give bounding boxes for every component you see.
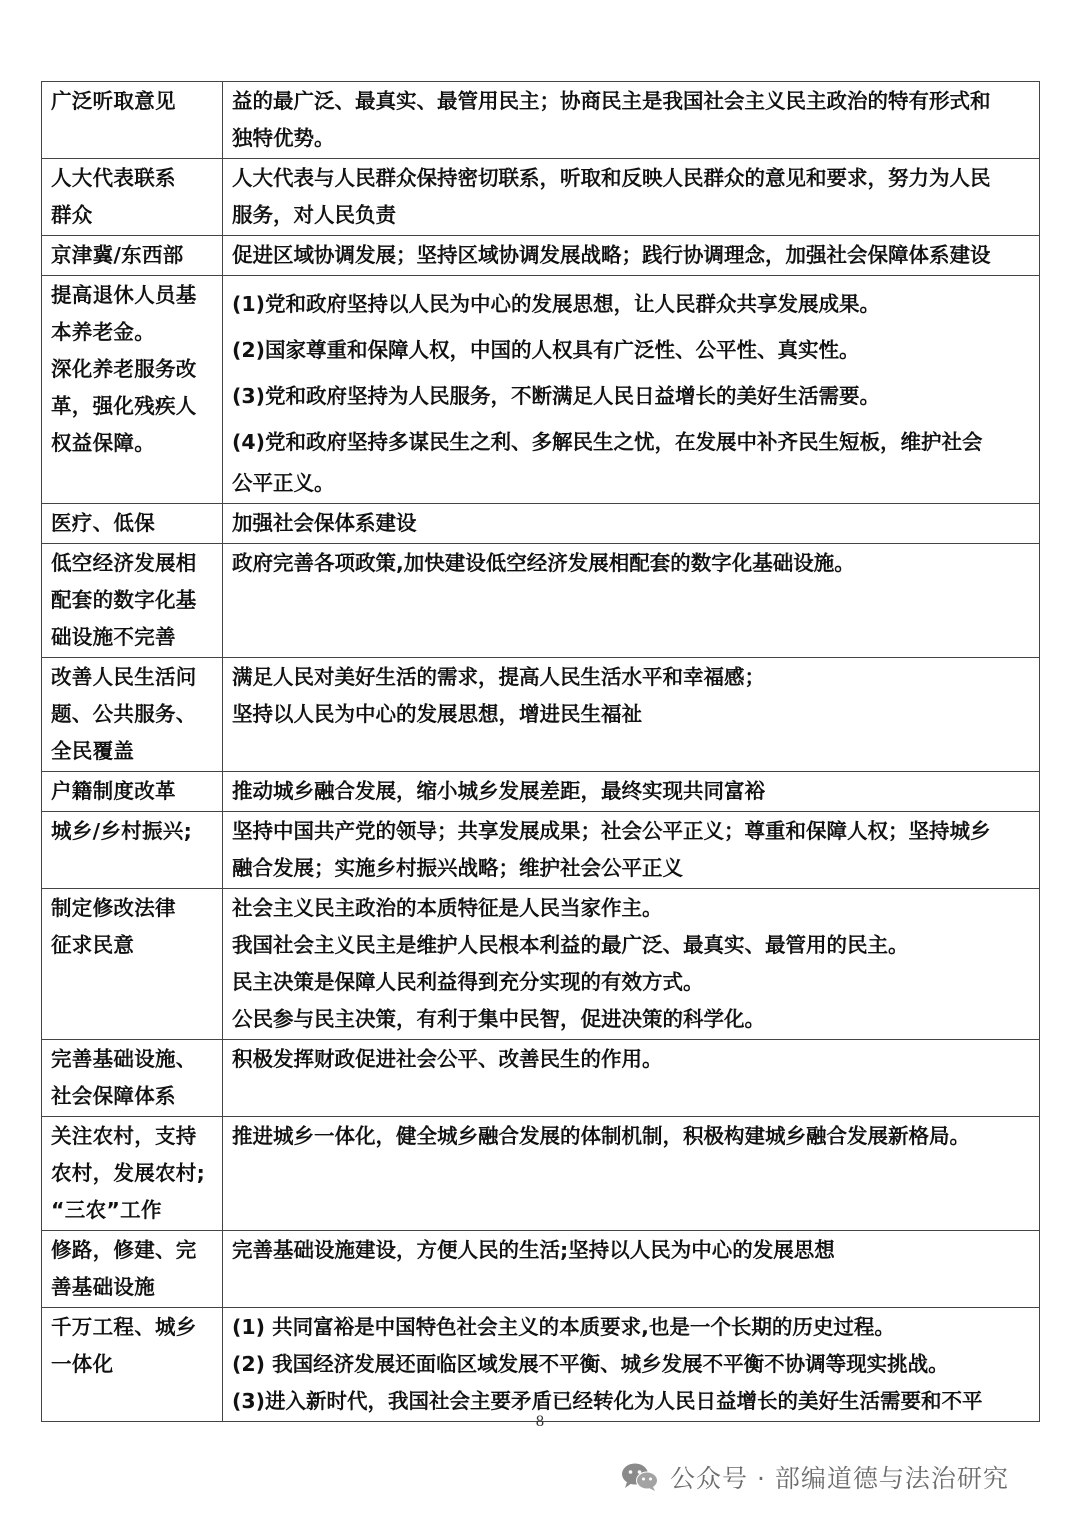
- row-key: 低空经济发展相 配套的数字化基 础设施不完善: [42, 544, 223, 658]
- value-line: 公民参与民主决策，有利于集中民智，促进决策的科学化。: [232, 1007, 765, 1031]
- table-row: [42, 658, 1040, 772]
- row-key: 广泛听取意见: [42, 82, 223, 159]
- table-row: [42, 82, 1040, 159]
- row-key: 关注农村，支持 农村，发展农村; “三农”工作: [42, 1117, 223, 1231]
- value-line: 人大代表与人民群众保持密切联系，听取和反映人民群众的意见和要求，努力为人民: [232, 166, 991, 190]
- value-line: 积极发挥财政促进社会公平、改善民生的作用。: [232, 1047, 663, 1071]
- watermark: [620, 1459, 1009, 1495]
- row-key: 完善基础设施、 社会保障体系: [42, 1040, 223, 1117]
- wechat-icon: [620, 1462, 660, 1492]
- value-line: 推进城乡一体化，健全城乡融合发展的体制机制，积极构建城乡融合发展新格局。: [232, 1124, 970, 1148]
- row-value: [223, 504, 1040, 544]
- table-row: [42, 544, 1040, 658]
- table-row: [42, 236, 1040, 276]
- value-line: (2) 我国经济发展还面临区域发展不平衡、城乡发展不平衡不协调等现实挑战。: [232, 1352, 949, 1376]
- row-value: [223, 236, 1040, 276]
- row-value: [223, 889, 1040, 1040]
- content-table: [41, 81, 1040, 1422]
- row-value: [223, 1117, 1040, 1231]
- row-key: 改善人民生活问 题、公共服务、 全民覆盖: [42, 658, 223, 772]
- table-row: [42, 159, 1040, 236]
- table-row: [42, 812, 1040, 889]
- row-value: [223, 812, 1040, 889]
- value-line: 完善基础设施建设，方便人民的生活;坚持以人民为中心的发展思想: [232, 1238, 835, 1262]
- row-value: [223, 1308, 1040, 1422]
- value-line: (1)党和政府坚持以人民为中心的发展思想，让人民群众共享发展成果。: [232, 292, 881, 316]
- value-line: 公平正义。: [232, 471, 335, 495]
- value-line: 促进区域协调发展；坚持区域协调发展战略；践行协调理念，加强社会保障体系建设: [232, 243, 991, 267]
- row-key: 制定修改法律 征求民意: [42, 889, 223, 1040]
- row-key: 人大代表联系 群众: [42, 159, 223, 236]
- table-row: [42, 504, 1040, 544]
- value-line: 加强社会保体系建设: [232, 511, 417, 535]
- table-row: [42, 1308, 1040, 1422]
- value-line: (1) 共同富裕是中国特色社会主义的本质要求,也是一个长期的历史过程。: [232, 1315, 895, 1339]
- value-line: (2)国家尊重和保障人权，中国的人权具有广泛性、公平性、真实性。: [232, 338, 860, 362]
- row-key: 提高退休人员基 本养老金。 深化养老服务改 革，强化残疾人 权益保障。: [42, 276, 223, 504]
- value-line: 推动城乡融合发展，缩小城乡发展差距，最终实现共同富裕: [232, 779, 765, 803]
- value-line: (3)进入新时代，我国社会主要矛盾已经转化为人民日益增长的美好生活需要和不平: [232, 1389, 983, 1413]
- row-value: [223, 658, 1040, 772]
- row-value: [223, 1231, 1040, 1308]
- value-line: 满足人民对美好生活的需求，提高人民生活水平和幸福感；: [232, 665, 765, 689]
- table-row: [42, 889, 1040, 1040]
- page-number: 8: [535, 1414, 545, 1430]
- table-row: [42, 1117, 1040, 1231]
- value-line: 民主决策是保障人民利益得到充分实现的有效方式。: [232, 970, 704, 994]
- row-value: [223, 544, 1040, 658]
- value-line: 独特优势。: [232, 126, 335, 150]
- table-row: [42, 276, 1040, 504]
- table-row: [42, 1231, 1040, 1308]
- table-row: [42, 1040, 1040, 1117]
- value-line: 政府完善各项政策,加快建设低空经济发展相配套的数字化基础设施。: [232, 551, 855, 575]
- row-key: 城乡/乡村振兴;: [42, 812, 223, 889]
- row-value: [223, 276, 1040, 504]
- value-line: 社会主义民主政治的本质特征是人民当家作主。: [232, 896, 663, 920]
- value-line: (4)党和政府坚持多谋民生之利、多解民生之忧，在发展中补齐民生短板，维护社会: [232, 430, 983, 454]
- row-value: [223, 159, 1040, 236]
- row-key: 户籍制度改革: [42, 772, 223, 812]
- row-value: [223, 1040, 1040, 1117]
- row-key: 医疗、低保: [42, 504, 223, 544]
- value-line: 坚持中国共产党的领导；共享发展成果；社会公平正义；尊重和保障人权；坚持城乡: [232, 819, 991, 843]
- value-line: (3)党和政府坚持为人民服务，不断满足人民日益增长的美好生活需要。: [232, 384, 881, 408]
- row-key: 修路，修建、完 善基础设施: [42, 1231, 223, 1308]
- value-line: 益的最广泛、最真实、最管用民主；协商民主是我国社会主义民主政治的特有形式和: [232, 89, 991, 113]
- table-row: [42, 772, 1040, 812]
- value-line: 我国社会主义民主是维护人民根本利益的最广泛、最真实、最管用的民主。: [232, 933, 909, 957]
- row-key: 京津冀/东西部: [42, 236, 223, 276]
- value-line: 融合发展；实施乡村振兴战略；维护社会公平正义: [232, 856, 683, 880]
- value-line: 服务，对人民负责: [232, 203, 396, 227]
- value-line: 坚持以人民为中心的发展思想，增进民生福祉: [232, 702, 642, 726]
- row-key: 千万工程、城乡 一体化: [42, 1308, 223, 1422]
- row-value: [223, 82, 1040, 159]
- watermark-text: 公众号 · 部编道德与法治研究: [670, 1464, 1009, 1493]
- row-value: [223, 772, 1040, 812]
